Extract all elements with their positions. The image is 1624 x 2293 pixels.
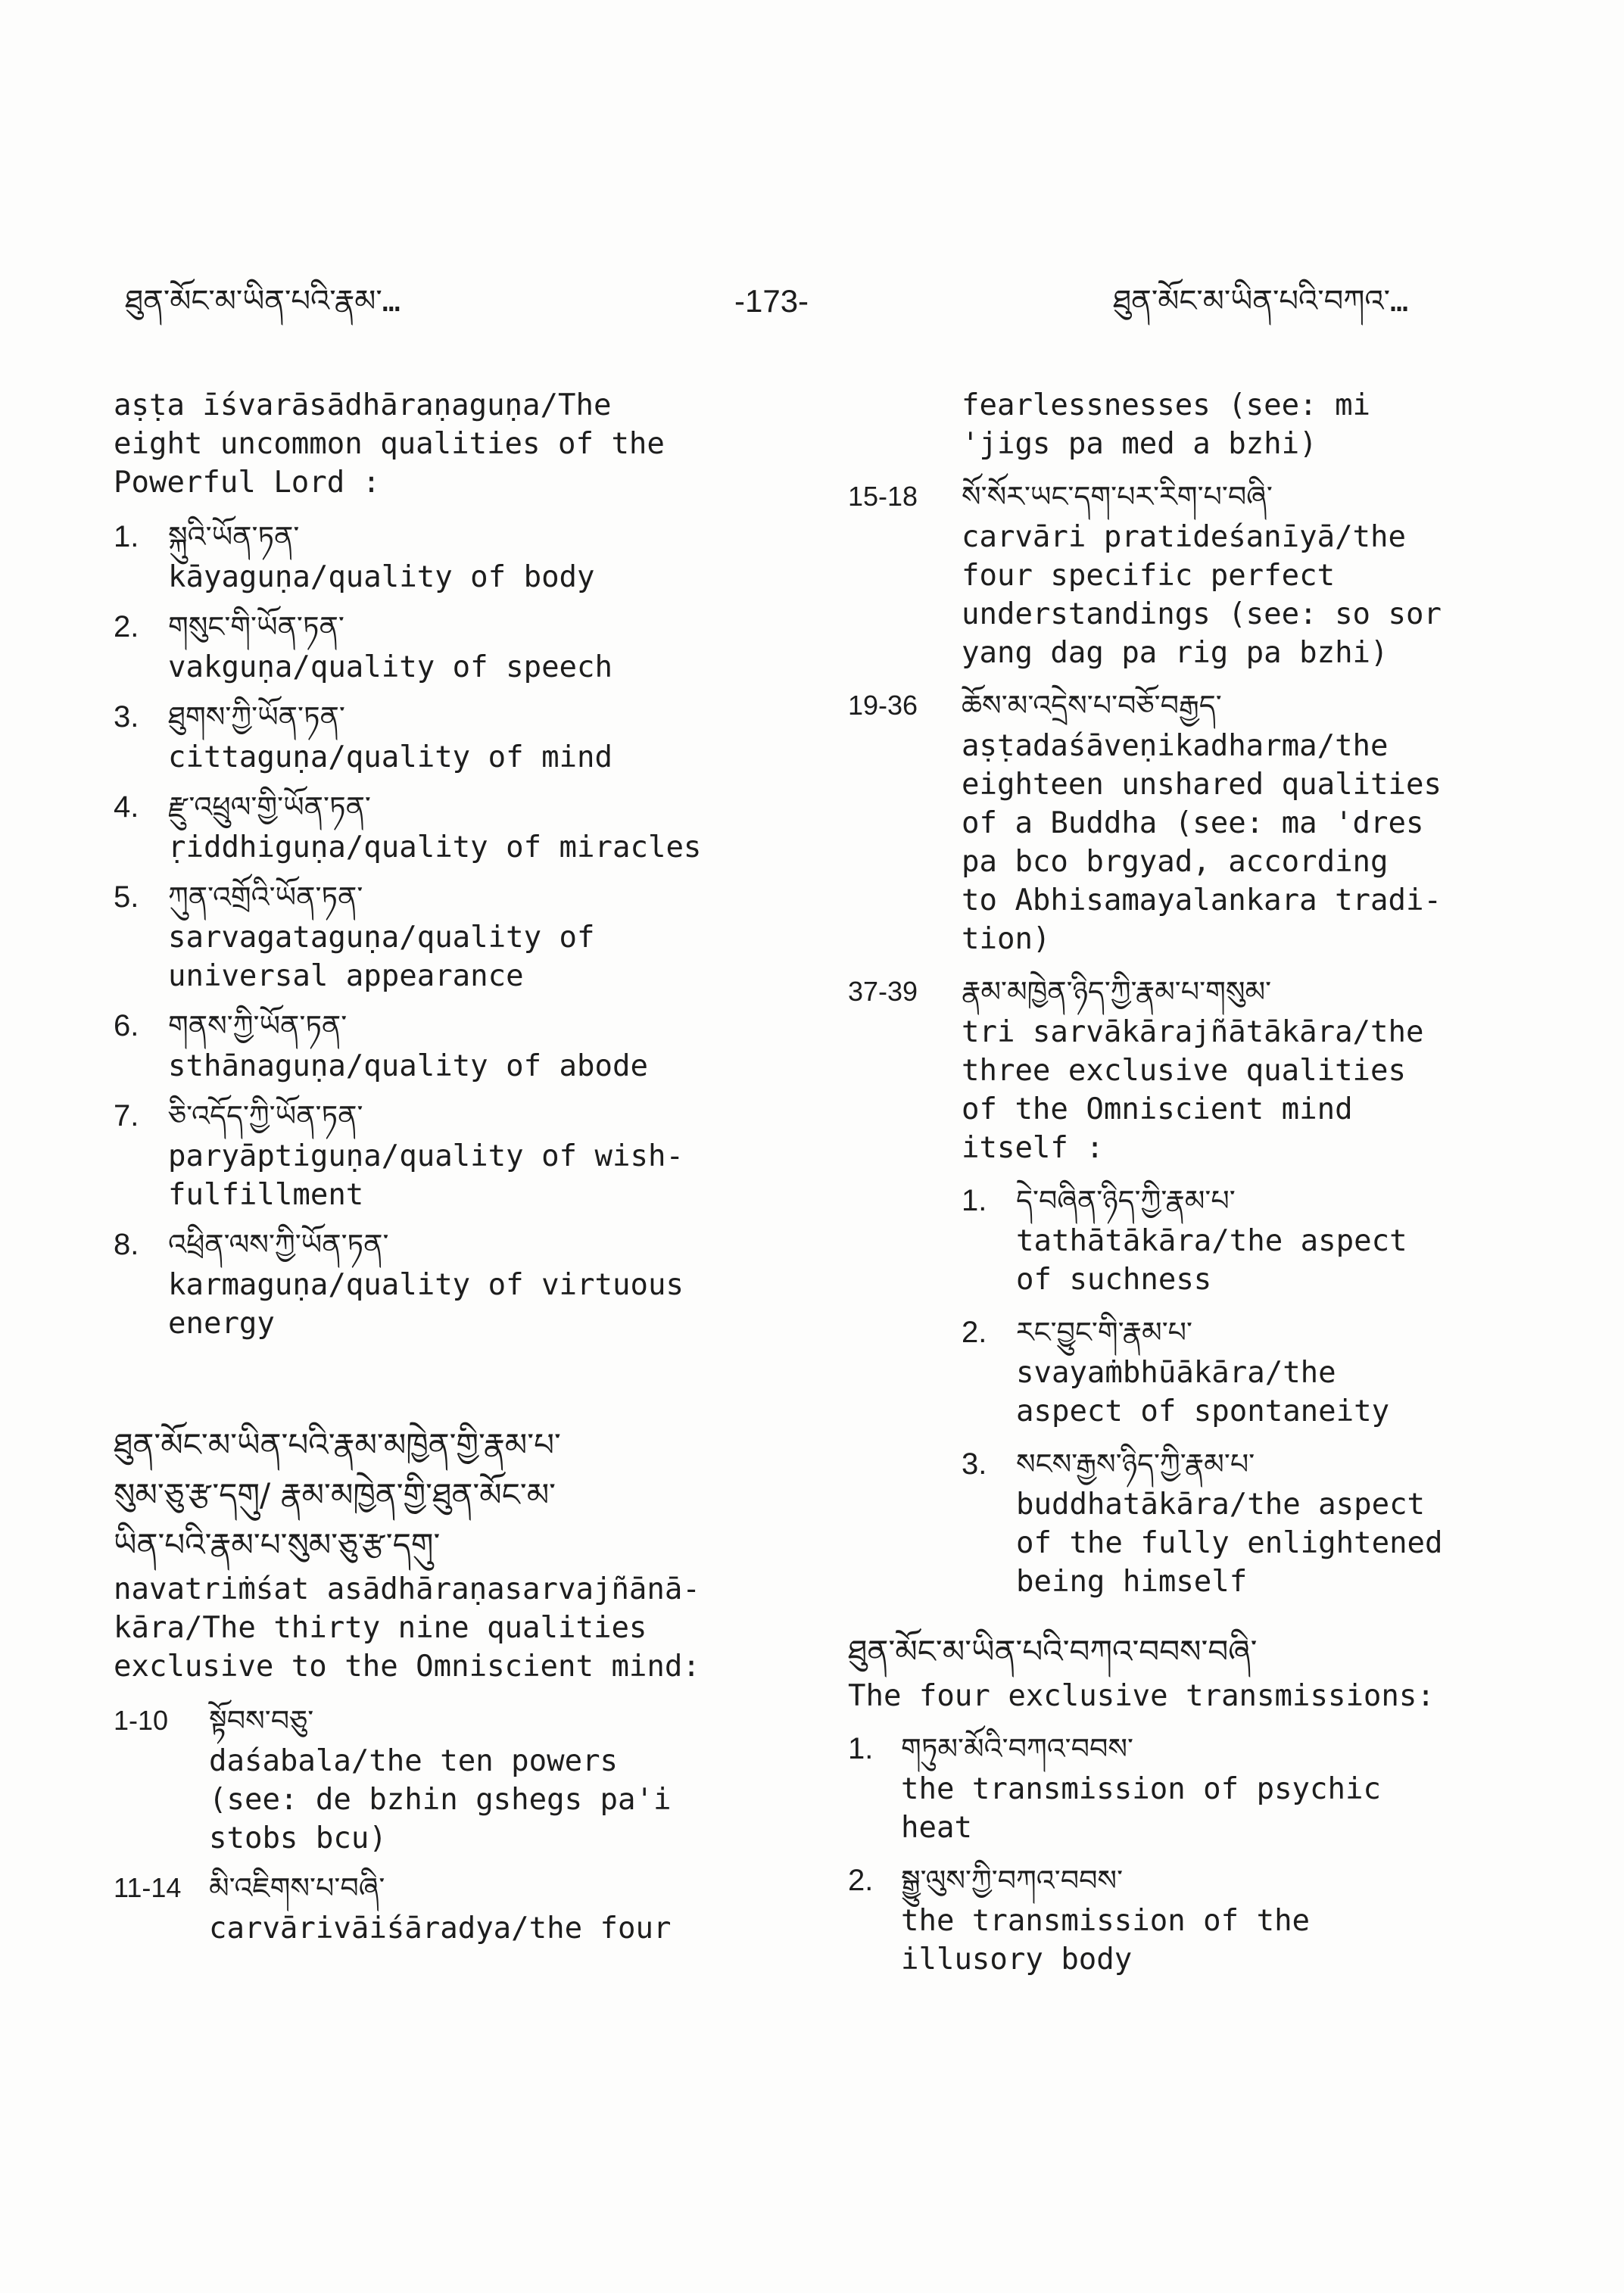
right-column: [848, 386, 1529, 1979]
aspect-entry: [962, 1179, 1529, 1299]
tibetan-term: གསུང་གི་ཡོན་ཏན་: [168, 610, 344, 643]
tibetan-term: རྫུ་འཕྲུལ་གྱི་ཡོན་ཏན་: [168, 790, 371, 824]
text-line: Powerful Lord :: [114, 466, 381, 500]
entry-number: 11-14: [114, 1872, 182, 1903]
entry-number: 8.: [114, 1228, 139, 1261]
text-line: sarvagataguṇa/quality of: [168, 921, 595, 955]
text-line: daśabala/the ten powers: [209, 1744, 619, 1778]
tibetan-term: འཕྲིན་ལས་ཀྱི་ཡོན་ཏན་: [168, 1228, 389, 1261]
left-column: [114, 386, 765, 1957]
entry-number: 4.: [114, 790, 139, 824]
text-line: paryāptiguṇa/quality of wish-: [168, 1139, 684, 1173]
range-entry: [848, 475, 1529, 672]
tibetan-term: མི་འཇིགས་པ་བཞི་: [209, 1871, 385, 1905]
entry-number: 37-39: [848, 976, 918, 1007]
text-line: tathātākāra/the aspect: [1016, 1224, 1407, 1258]
text-line: eight uncommon qualities of the: [114, 427, 665, 461]
quality-entry: [114, 516, 765, 597]
text-line: illusory body: [901, 1943, 1133, 1977]
transmission-entry: [848, 1859, 1529, 1979]
entry-number: 1-10: [114, 1705, 169, 1736]
entry-number: 2.: [848, 1864, 874, 1897]
range-entry: [848, 970, 1529, 1167]
aspect-entry: [962, 1311, 1529, 1431]
text-line: carvāri pratideśanīyā/the: [962, 520, 1406, 554]
tibetan-heading-line: ཐུན་མོང་མ་ཡིན་པའི་རྣམ་མཁྱེན་གྱི་རྣམ་པ་: [114, 1426, 561, 1463]
entry-number: 19-36: [848, 690, 918, 721]
text-line: eighteen unshared qualities: [962, 768, 1442, 802]
intro-definition: [114, 386, 765, 502]
entry-number: 1.: [848, 1732, 874, 1765]
text-line: of a Buddha (see: ma 'dres: [962, 806, 1424, 840]
text-line: tion): [962, 922, 1051, 956]
tibetan-term: ཅི་འདོད་ཀྱི་ཡོན་ཏན་: [168, 1099, 363, 1132]
text-line: navatriṁśat asādhāraṇasarvajñānā-: [114, 1572, 700, 1606]
entry-number: 1.: [114, 520, 139, 553]
quality-entry: [114, 786, 765, 867]
text-line: three exclusive qualities: [962, 1054, 1406, 1088]
tibetan-term: དེ་བཞིན་ཉིད་ཀྱི་རྣམ་པ་: [1016, 1184, 1236, 1217]
tibetan-term: རང་བྱུང་གི་རྣམ་པ་: [1016, 1316, 1193, 1349]
tibetan-term: སྐུའི་ཡོན་ཏན་: [168, 520, 300, 553]
text-line: karmaguṇa/quality of virtuous: [168, 1268, 684, 1302]
tibetan-term: ཐུགས་ཀྱི་ཡོན་ཏན་: [168, 700, 345, 734]
tibetan-term: རྣམ་མཁྱེན་ཉིད་ཀྱི་རྣམ་པ་གསུམ་: [962, 975, 1272, 1008]
text-line: universal appearance: [168, 959, 524, 993]
entry-number: 7.: [114, 1099, 139, 1132]
tibetan-heading-line: ཡིན་པའི་རྣམ་པ་སུམ་ཅུ་རྩ་དགུ་: [114, 1526, 441, 1563]
quality-entry: [114, 696, 765, 777]
aspect-entry: [962, 1443, 1529, 1601]
text-line: heat: [901, 1811, 972, 1845]
tibetan-term: སྟོབས་བཅུ་: [209, 1704, 314, 1737]
text-line: aṣṭadaśāveṇikadharma/the: [962, 729, 1389, 763]
entry-number: 2.: [962, 1316, 987, 1349]
entry-number: 2.: [114, 610, 139, 643]
tibetan-term: སྒྱུ་ལུས་ཀྱི་བཀའ་བབས་: [901, 1864, 1124, 1897]
text-line: (see: de bzhin gshegs pa'i: [209, 1783, 672, 1817]
text-line: tri sarvākārajñātākāra/the: [962, 1015, 1424, 1049]
entry-number: 5.: [114, 880, 139, 914]
section-definition: [114, 1570, 765, 1686]
tibetan-term: ཀུན་འགྲོའི་ཡོན་ཏན་: [168, 880, 363, 914]
transmissions-heading: The four exclusive transmissions:: [848, 1679, 1435, 1713]
tibetan-term: སངས་རྒྱས་ཉིད་ཀྱི་རྣམ་པ་: [1016, 1447, 1255, 1481]
text-line: pa bco brgyad, according: [962, 845, 1389, 879]
text-line: aṣṭa īśvarāsādhāraṇaguṇa/The: [114, 388, 612, 422]
running-header-left: ཐུན་མོང་མ་ཡིན་པའི་རྣམ་…: [125, 284, 401, 319]
quality-entry: [114, 606, 765, 687]
entry-number: 3.: [962, 1447, 987, 1481]
text-line: kāra/The thirty nine qualities: [114, 1611, 647, 1645]
text-line: four specific perfect: [962, 559, 1336, 593]
range-entry: [848, 684, 1529, 958]
text-line: of the fully enlightened: [1016, 1526, 1443, 1560]
text-line: fearlessnesses (see: mi: [962, 388, 1371, 422]
tibetan-term: གནས་ཀྱི་ཡོན་ཏན་: [168, 1009, 348, 1042]
range-entry: [114, 1699, 765, 1858]
running-header-right: ཐུན་མོང་མ་ཡིན་པའི་བཀའ་…: [1113, 284, 1409, 319]
text-line: carvārivāiśāradya/the four: [209, 1911, 672, 1946]
text-line: svayaṁbhūākāra/the: [1016, 1356, 1336, 1390]
quality-entry: [114, 876, 765, 995]
text-line: 'jigs pa med a bzhi): [962, 427, 1317, 461]
text-line: cittaguṇa/quality of mind: [168, 740, 613, 774]
text-line: of suchness: [1016, 1263, 1212, 1297]
text-line: yang dag pa rig pa bzhi): [962, 636, 1389, 670]
text-line: vakguṇa/quality of speech: [168, 650, 613, 684]
section-heading-tibetan: [114, 1420, 765, 1570]
tibetan-term: ཆོས་མ་འདྲེས་པ་བཅོ་བརྒྱད་: [962, 689, 1222, 722]
text-line: to Abhisamayalankara tradi-: [962, 883, 1442, 918]
text-line: exclusive to the Omniscient mind:: [114, 1650, 700, 1684]
text-line: sthānaguṇa/quality of abode: [168, 1049, 648, 1083]
text-line: energy: [168, 1307, 275, 1341]
text-line: itself :: [962, 1131, 1104, 1165]
text-line: buddhatākāra/the aspect: [1016, 1488, 1426, 1522]
quality-entry: [114, 1005, 765, 1086]
transmission-entry: [848, 1728, 1529, 1847]
text-line: being himself: [1016, 1565, 1248, 1599]
text-line: ṛiddhiguṇa/quality of miracles: [168, 830, 702, 865]
text-line: fulfillment: [168, 1178, 364, 1212]
tibetan-term: གཏུམ་མོའི་བཀའ་བབས་: [901, 1732, 1133, 1765]
range-entry: [114, 1867, 765, 1948]
page-number: -173-: [734, 283, 809, 319]
entry-number: 6.: [114, 1009, 139, 1042]
tibetan-heading-line: སུམ་ཅུ་རྩ་དགུ/ རྣམ་མཁྱེན་གྱི་ཐུན་མོང་མ་: [114, 1476, 556, 1513]
text-line: aspect of spontaneity: [1016, 1394, 1390, 1428]
text-line: understandings (see: so sor: [962, 597, 1442, 631]
transmissions-heading-tibetan: ཐུན་མོང་མ་ཡིན་པའི་བཀའ་བབས་བཞི་: [848, 1633, 1258, 1670]
text-line: stobs bcu): [209, 1821, 387, 1855]
quality-entry: [114, 1095, 765, 1214]
continuation-text: [962, 386, 1529, 463]
text-line: of the Omniscient mind: [962, 1092, 1353, 1126]
text-line: the transmission of psychic: [901, 1772, 1381, 1806]
tibetan-term: སོ་སོར་ཡང་དག་པར་རིག་པ་བཞི་: [962, 480, 1273, 513]
entry-number: 3.: [114, 700, 139, 734]
entry-number: 15-18: [848, 481, 918, 512]
text-line: kāyaguṇa/quality of body: [168, 560, 595, 594]
text-line: the transmission of the: [901, 1904, 1311, 1938]
quality-entry: [114, 1223, 765, 1343]
entry-number: 1.: [962, 1184, 987, 1217]
